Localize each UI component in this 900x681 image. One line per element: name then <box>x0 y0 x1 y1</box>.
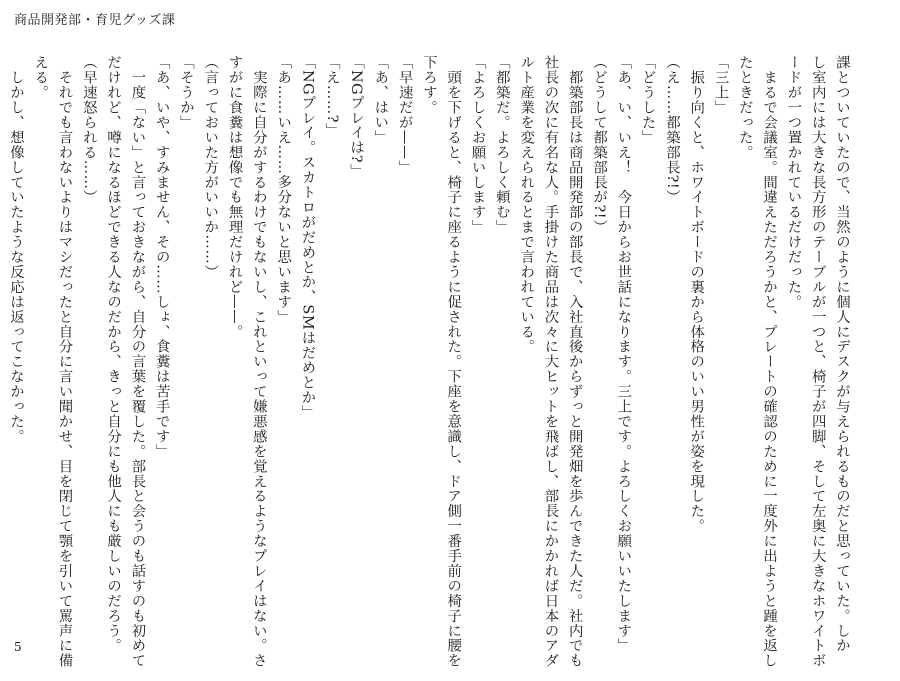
text-line: すがに食糞は想像でも無理だけれど——。 <box>226 55 243 340</box>
text-line: 「都築だ。よろしく頼む」 <box>493 55 510 235</box>
text-line: しかし、想像していたような反応は返ってこなかった。 <box>7 55 24 444</box>
running-header: 商品開発部・育児グッズ課 <box>14 13 176 28</box>
text-line: 「あ、い、いえ！ 今日からお世話になります。三上です。よろしくお願いいたします」 <box>615 55 632 653</box>
text-line: （早速怒られる……） <box>80 55 97 205</box>
text-line: 都築部長は商品開発部の部長で、入社直後からずっと開発畑を歩んできた人だ。社内でも <box>566 55 583 668</box>
text-line: 「NGプレイ。スカトロがだめとか、SMはだめとか」 <box>299 55 316 420</box>
text-line: し室内には大きな長方形のテーブルが一つと、椅子が四脚、そして左奥に大きなホワイトボ <box>809 55 826 668</box>
page-number: 5 <box>14 640 22 654</box>
text-line <box>0 55 4 615</box>
text-line: 「あ、いや、すみません、その……しょ、食糞は苦手です」 <box>153 55 170 459</box>
text-line: 頭を下げると、椅子に座るように促された。下座を意識し、ドア側一番手前の椅子に腰を <box>445 55 462 668</box>
text-line: 「よろしくお願いします」 <box>469 55 486 235</box>
text-line: 「あ……いえ……多分ないと思います」 <box>275 55 292 325</box>
text-line: （え……都築部長?!） <box>663 55 680 205</box>
text-line: それでも言わないよりはマシだったと自分に言い聞かせ、目を閉じて顎を引いて罵声に備 <box>56 55 73 668</box>
text-line: 実際に自分がするわけでもないし、これといって嫌悪感を覚えるようなプレイはない。さ <box>250 55 267 668</box>
text-line: だけれど、噂になるほどできる人なのだから、きっと自分にも他人にも厳しいのだろう。 <box>105 55 122 653</box>
text-line: ードが一つ置かれているだけだった。 <box>785 55 802 310</box>
text-line: 振り向くと、ホワイトボードの裏から体格のいい男性が姿を現した。 <box>688 55 705 534</box>
text-line: 下ろす。 <box>420 55 437 115</box>
text-line: ルト産業を変えられるとまで言われている。 <box>518 55 535 354</box>
text-line: 「え……?」 <box>323 55 340 138</box>
text-line: 「あ、はい」 <box>372 55 389 145</box>
text-line: 「NGプレイは?」 <box>348 55 365 179</box>
body-text <box>0 55 854 668</box>
text-line: 課とついていたので、当然のように個人にデスクが与えられるものだと思っていた。しか <box>834 55 850 653</box>
text-line: 「三上」 <box>712 55 729 115</box>
text-line: 「どうした」 <box>639 55 656 145</box>
text-line: （どうして都築部長が?!） <box>591 55 608 235</box>
text-line: 「早速だが——」 <box>396 55 413 175</box>
text-line: （言っておいた方がいいか……） <box>202 55 219 280</box>
text-line: える。 <box>32 55 49 100</box>
text-line: 一度「ない」と言っておきながら、自分の言葉を覆した。部長と会うのも話すのも初めて <box>129 55 146 668</box>
text-line: 社長の次に有名な人。手掛けた商品は次々に大ヒットを飛ばし、部長にかかれば日本のアダ <box>542 55 559 668</box>
text-line: まるで会議室。間違えただろうかと、プレートの確認のために一度外に出ようと踵を返し <box>761 55 778 668</box>
text-line: 「そうか」 <box>177 55 194 130</box>
text-line: たときだった。 <box>736 55 753 160</box>
